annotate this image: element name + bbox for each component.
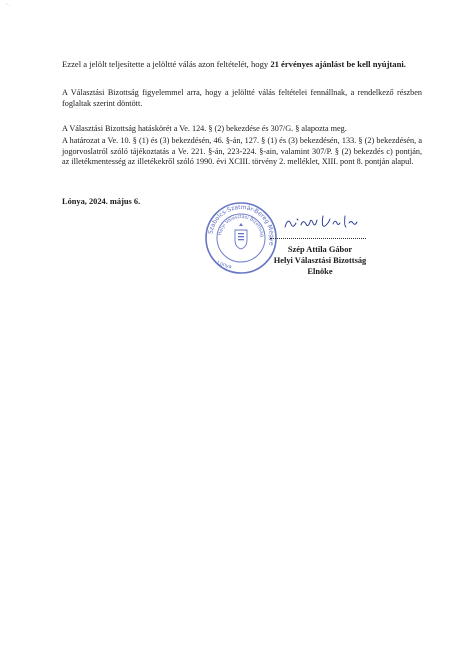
corner-mark: ʻ · — [6, 4, 11, 9]
svg-text:Helyi Választási Bizottság: Helyi Választási Bizottság — [218, 214, 265, 238]
paragraph-legal-basis: A határozat a Ve. 10. § (1) és (3) bekezdésén, 46. §-án, 127. § (1) és (3) bekezdésén, 133. § (2) bekezdésén, a jogorvoslatról szóló tájékoztatás a Ve. 221. §-án, 223-224. §-ain, valamint 307/P. § (2) bekezdés c) pontján, az illetékmentesség az illetékekről szóló 1990. évi XCIII. törvény 2. melléklet, XIII. pont 8. pontján alapul. — [62, 136, 422, 167]
paragraph-competence: A Választási Bizottság hatáskörét a Ve. 124. § (2) bekezdése és 307/G. § alapozta meg. — [62, 124, 347, 133]
paragraph-recommendations-bold: 21 érvényes ajánlást be kell nyújtani. — [270, 59, 406, 69]
svg-text:Szabolcs-Szatmár-Bereg Megye: Szabolcs-Szatmár-Bereg Megye — [207, 203, 276, 247]
signature-block — [232, 245, 408, 277]
paragraph-decision: A Választási Bizottság figyelemmel arra, hogy a jelöltté válás feltételei fennállnak, a rendelkező részben foglaltak szerint döntött. — [62, 88, 422, 108]
document-date: Lónya, 2024. május 6. — [62, 197, 141, 206]
paragraph-recommendations — [62, 58, 422, 71]
paragraph-recommendations-text: Ezzel a jelölt teljesítette a jelöltté válás azon feltételét, hogy — [62, 59, 271, 69]
signatory-body: Helyi Választási Bizottság — [273, 255, 367, 265]
signatory-name: Szép Attila Gábor — [287, 245, 353, 254]
signatory-role: Elnöke — [307, 266, 333, 276]
signature-line — [270, 230, 366, 239]
svg-text:Lónya: Lónya — [216, 260, 233, 271]
